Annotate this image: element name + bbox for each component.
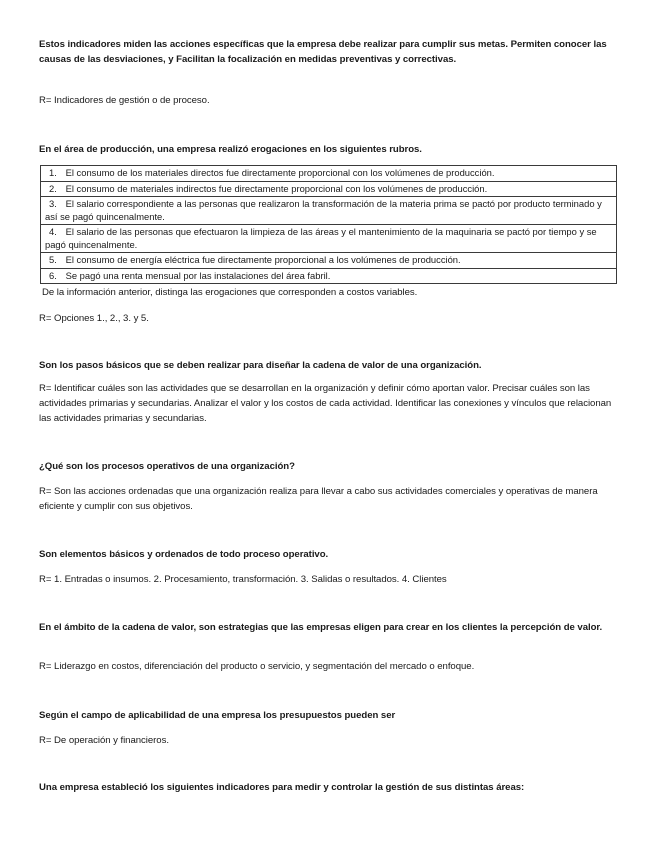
question-1: Estos indicadores miden las acciones específicas que la empresa debe realizar para cumplir sus metas. Permiten conocer las causas de las desviaciones, y Facilitan la focalización en medidas preventivas y correctivas. — [39, 39, 607, 65]
rubros-table — [40, 165, 617, 284]
table-cell — [41, 253, 617, 269]
item-text: El salario de las personas que efectuaron la limpieza de las áreas y el mantenimiento de la maquinaria se pactó por tiempo y se pagó quincenalmente. — [45, 226, 597, 250]
item-text: El consumo de energía eléctrica fue directamente proporcional a los volúmenes de producción. — [65, 254, 461, 265]
question-3: Son los pasos básicos que se deben realizar para diseñar la cadena de valor de una organización. — [39, 360, 482, 371]
table-cell — [41, 197, 617, 225]
table-row — [41, 197, 617, 225]
answer-5: R= 1. Entradas o insumos. 2. Procesamiento, transformación. 3. Salidas o resultados. 4. Clientes — [39, 574, 447, 585]
item-text: El consumo de materiales indirectos fue directamente proporcional con los volúmenes de producción. — [65, 182, 488, 194]
question-7: Según el campo de aplicabilidad de una empresa los presupuestos pueden ser — [39, 710, 396, 721]
table-cell — [41, 268, 617, 284]
table-row — [41, 268, 617, 284]
question-2: En el área de producción, una empresa realizó erogaciones en los siguientes rubros. — [39, 144, 422, 155]
answer-2: R= Opciones 1., 2., 3. y 5. — [39, 313, 149, 324]
item-number: 3. — [49, 198, 57, 209]
answer-7: R= De operación y financieros. — [39, 735, 169, 746]
item-number: 1. — [49, 167, 57, 178]
question-5: Son elementos básicos y ordenados de todo proceso operativo. — [39, 549, 329, 560]
table-row — [41, 166, 617, 182]
question-6: En el ámbito de la cadena de valor, son estrategias que las empresas eligen para crear en los clientes la percepción de valor. — [39, 622, 603, 633]
item-text: Se pagó una renta mensual por las instalaciones del área fabril. — [65, 269, 331, 281]
item-text: El consumo de los materiales directos fue directamente proporcional con los volúmenes de producción. — [65, 167, 495, 178]
item-number: 4. — [49, 226, 57, 237]
table-cell — [41, 181, 617, 197]
item-number: 6. — [49, 269, 57, 281]
item-number: 2. — [49, 182, 57, 194]
question-4: ¿Qué son los procesos operativos de una organización? — [39, 461, 295, 472]
item-number: 5. — [49, 254, 57, 265]
answer-3: R= Identificar cuáles son las actividades que se desarrollan en la organización y definir cómo aportan valor. Precisar cuáles son las actividades primarias y secundarias. Analizar el valor y los costos de cada actividad. Identificar las conexiones y vínculos que relacionan las actividades primarias y secundarias. — [39, 383, 612, 424]
table-row — [41, 225, 617, 253]
table-row — [41, 253, 617, 269]
item-text: El salario correspondiente a las personas que realizaron la transformación de la materia prima se pactó por producto terminado y así se pagó quincenalmente. — [45, 198, 602, 222]
answer-1: R= Indicadores de gestión o de proceso. — [39, 95, 210, 106]
table-cell — [41, 166, 617, 182]
question-8: Una empresa estableció los siguientes indicadores para medir y controlar la gestión de sus distintas áreas: — [39, 782, 525, 793]
answer-6: R= Liderazgo en costos, diferenciación del producto o servicio, y segmentación del mercado o enfoque. — [39, 661, 475, 672]
table-row — [41, 181, 617, 197]
answer-4: R= Son las acciones ordenadas que una organización realiza para llevar a cabo sus actividades comerciales y operativas de manera eficiente y cumplir con sus objetivos. — [39, 486, 598, 512]
instruction-2: De la información anterior, distinga las erogaciones que corresponden a costos variables. — [42, 287, 418, 298]
table-cell — [41, 225, 617, 253]
